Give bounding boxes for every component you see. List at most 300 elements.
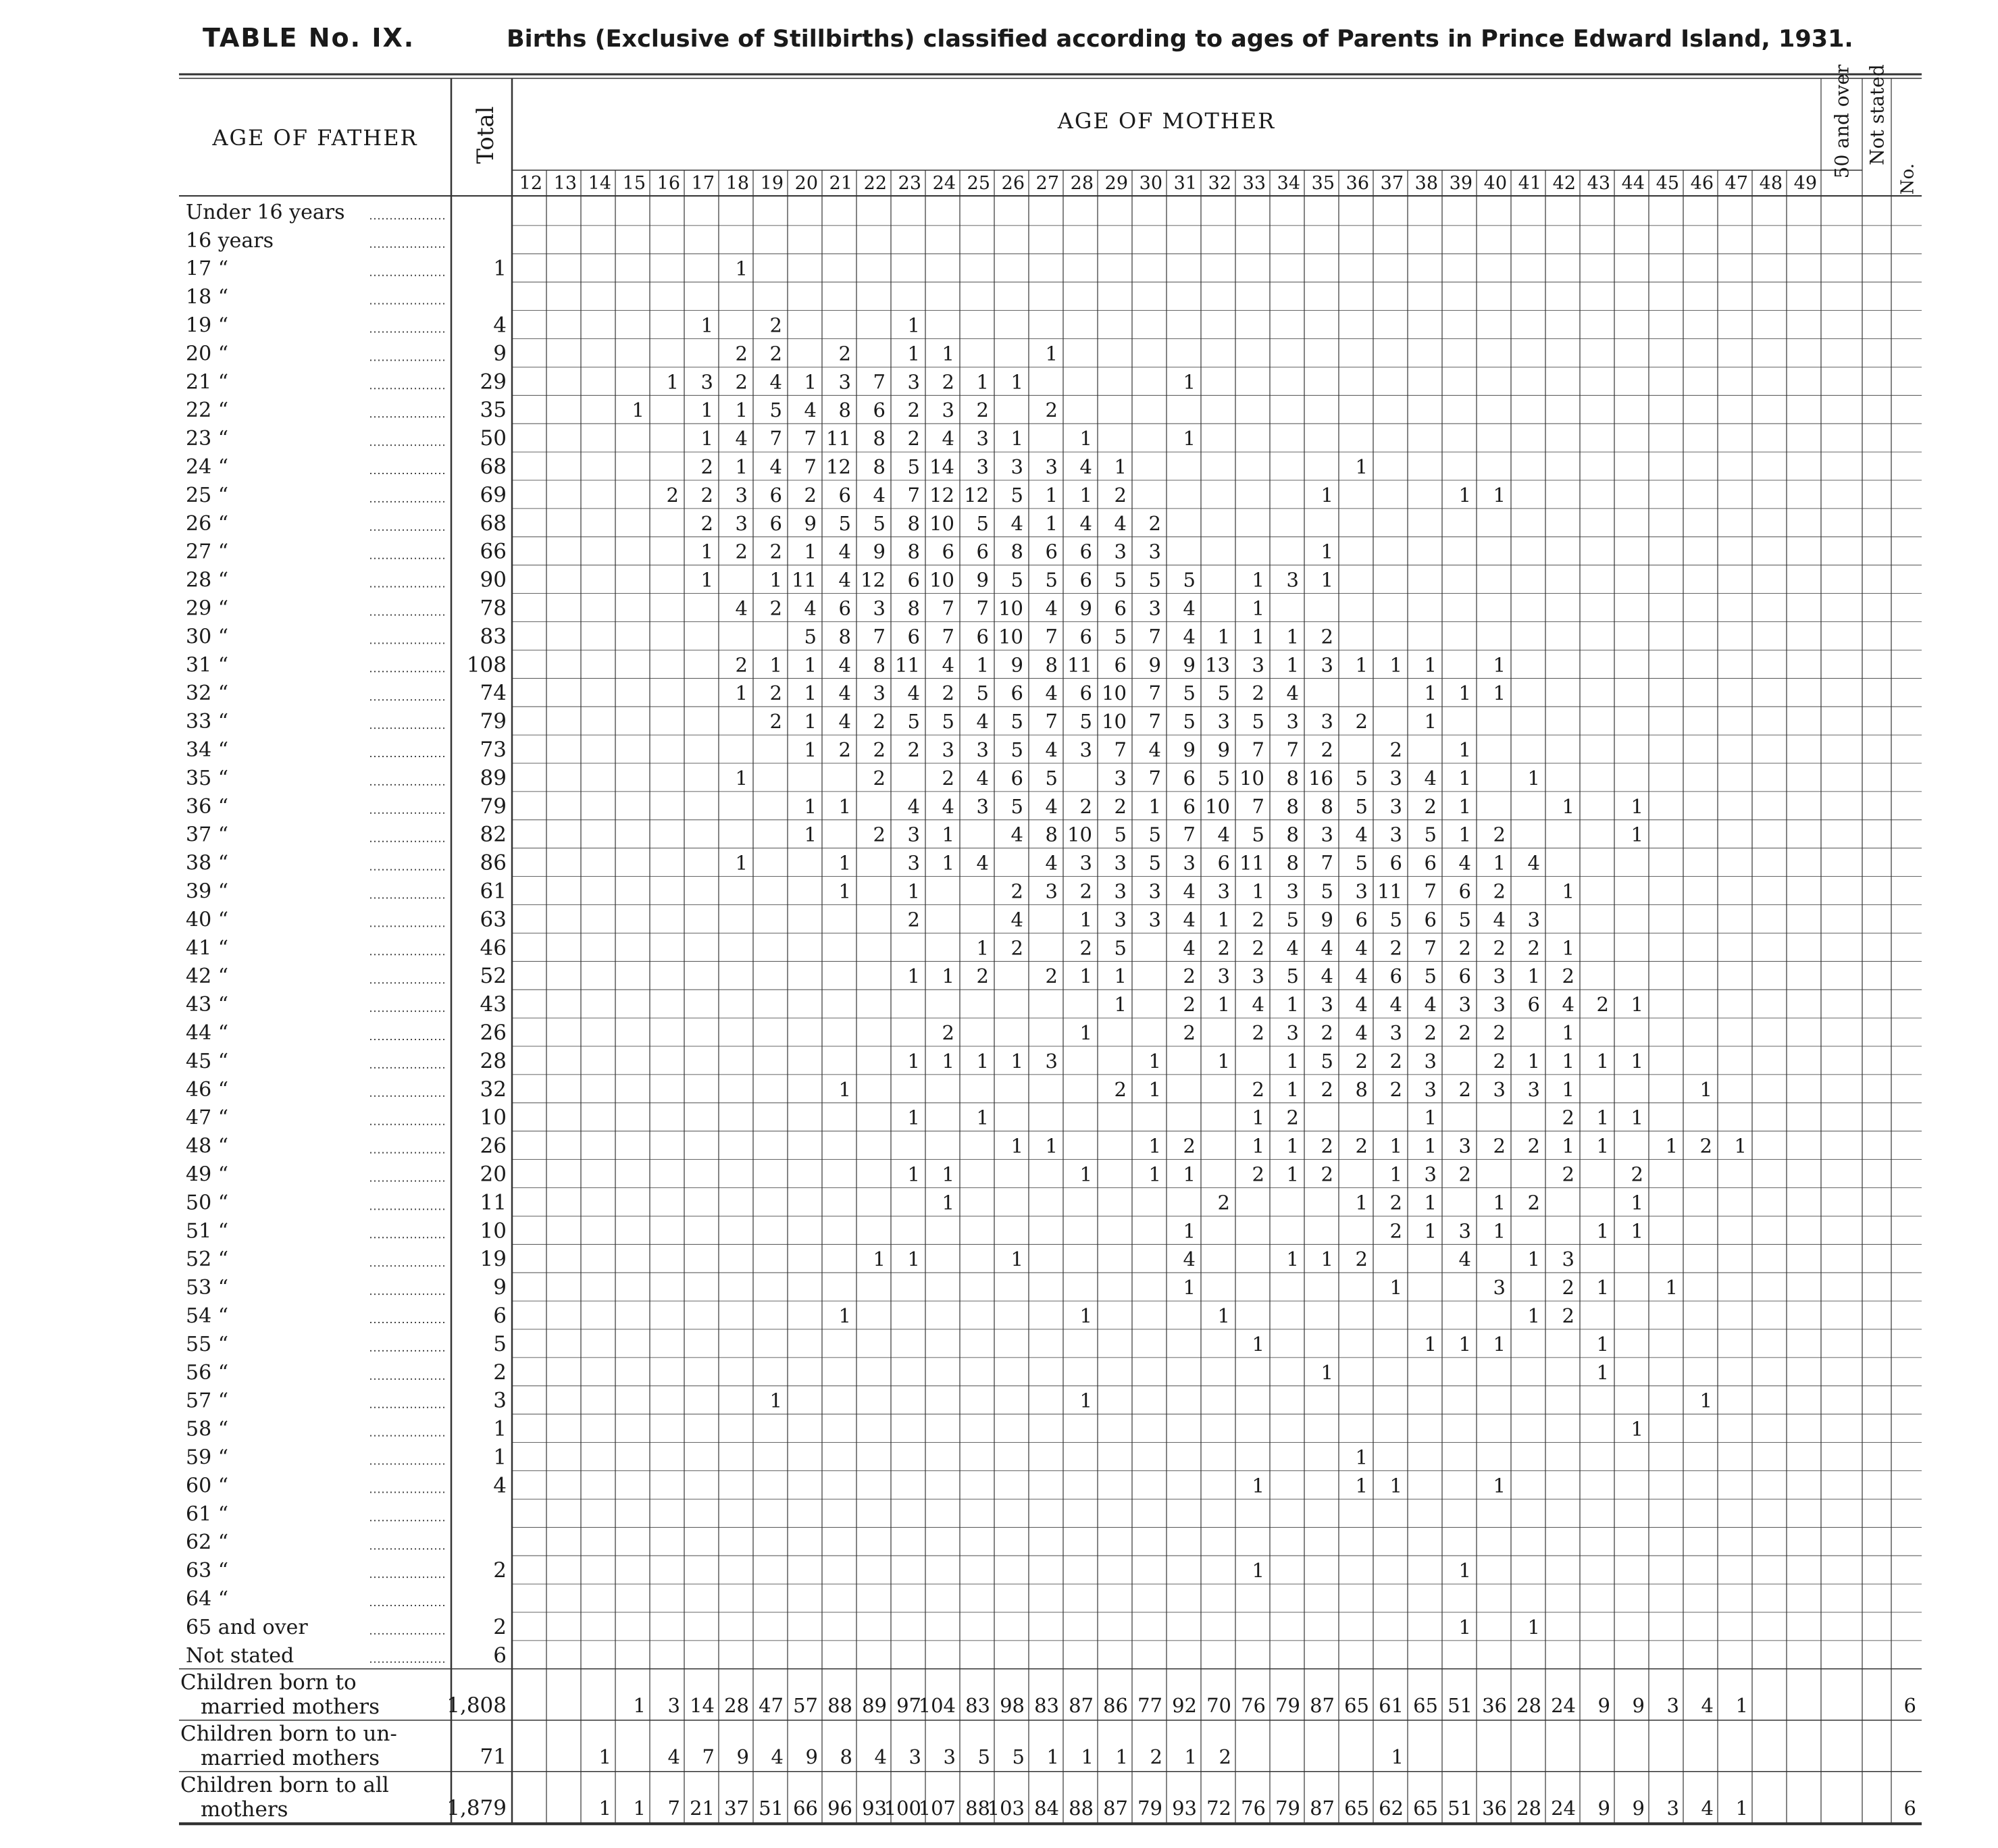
cell-value: 4 (1183, 879, 1196, 903)
summary-cell-value: 87 (1069, 1693, 1094, 1717)
cell-value: 5 (1114, 936, 1127, 960)
summary-cell-value: 76 (1241, 1693, 1266, 1717)
cell-value: 2 (1631, 1162, 1643, 1186)
summary-cell-value: 1 (1391, 1745, 1404, 1768)
cell-value: 4 (1183, 908, 1196, 931)
father-age-label: 20 “ (186, 342, 229, 366)
cell-value: 9 (1217, 738, 1230, 761)
row-total: 86 (480, 850, 507, 875)
row-total: 68 (480, 455, 507, 479)
mother-age-40: 40 (1483, 173, 1507, 194)
cell-value: 2 (769, 342, 782, 365)
father-age-label: 28 “ (186, 568, 229, 592)
cell-value: 1 (1079, 1304, 1092, 1327)
father-age-label: 19 “ (186, 313, 229, 338)
cell-value: 1 (1562, 936, 1574, 960)
summary-cell-value: 1 (1735, 1693, 1748, 1717)
cell-value: 3 (1458, 1134, 1471, 1158)
summary-cell-value: 3 (1666, 1693, 1679, 1717)
cell-value: 3 (1321, 710, 1333, 734)
cell-value: 3 (1527, 908, 1540, 931)
cell-value: 14 (929, 455, 954, 478)
cell-value: 2 (1114, 794, 1127, 818)
summary-cell-value: 2 (1219, 1745, 1231, 1768)
cell-value: 4 (1252, 993, 1264, 1017)
cell-value: 1 (1389, 1134, 1402, 1158)
cell-value: 3 (1045, 879, 1058, 903)
father-age-label: 24 “ (186, 455, 229, 479)
cell-value: 2 (1562, 1162, 1574, 1186)
summary-label: married mothers (201, 1745, 380, 1770)
cell-value: 2 (1389, 1077, 1402, 1101)
cell-value: 2 (907, 399, 920, 422)
cell-value: 1 (1045, 342, 1058, 365)
cell-value: 3 (1458, 993, 1471, 1017)
summary-cell-value: 79 (1275, 1693, 1300, 1717)
cell-value: 1 (942, 1162, 954, 1186)
cell-value: 1 (907, 1106, 920, 1129)
cell-value: 3 (1079, 738, 1092, 761)
cell-value: 3 (1114, 908, 1127, 931)
summary-cell-value: 98 (1000, 1693, 1025, 1717)
cell-value: 4 (1286, 682, 1299, 705)
cell-value: 11 (1067, 653, 1092, 677)
mother-age-30: 30 (1139, 173, 1162, 194)
cell-value: 2 (1321, 625, 1333, 648)
cell-value: 5 (976, 511, 989, 535)
summary-cell-value: 103 (987, 1796, 1025, 1820)
cell-value: 4 (1493, 908, 1506, 931)
cell-value: 1 (1148, 1134, 1161, 1158)
cell-value: 4 (1010, 908, 1023, 931)
cell-value: 4 (1424, 993, 1437, 1017)
cell-value: 8 (907, 596, 920, 620)
cell-value: 2 (1699, 1134, 1712, 1158)
mother-age-19: 19 (760, 173, 784, 194)
cell-value: 1 (838, 879, 851, 903)
cell-value: 1 (1148, 1077, 1161, 1101)
cell-value: 2 (942, 682, 954, 705)
mother-age-25: 25 (967, 173, 990, 194)
cell-value: 5 (1114, 568, 1127, 592)
cell-value: 6 (976, 625, 989, 648)
cell-value: 1 (1252, 625, 1264, 648)
cell-value: 5 (1355, 851, 1368, 875)
cell-value: 4 (1183, 936, 1196, 960)
cell-value: 1 (1562, 879, 1574, 903)
cell-value: 9 (976, 568, 989, 592)
row-total: 6 (493, 1304, 507, 1328)
cell-value: 8 (907, 511, 920, 535)
cell-value: 2 (1252, 936, 1264, 960)
row-total: 108 (466, 652, 507, 677)
cell-value: 12 (929, 483, 954, 507)
summary-cell-value: 72 (1206, 1796, 1231, 1820)
cell-value: 1 (1458, 682, 1471, 705)
cell-value: 1 (1527, 965, 1540, 988)
cell-value: 1 (838, 794, 851, 818)
cell-value: 5 (1010, 710, 1023, 734)
mother-age-34: 34 (1277, 173, 1300, 194)
cell-value: 2 (907, 738, 920, 761)
summary-cell-value: 88 (965, 1796, 990, 1820)
cell-value: 4 (1286, 936, 1299, 960)
row-total: 74 (480, 681, 507, 706)
row-total: 9 (493, 341, 507, 366)
cell-value: 10 (929, 511, 954, 535)
father-age-label: Not stated (186, 1643, 294, 1668)
cell-value: 5 (1148, 823, 1161, 846)
cell-value: 1 (1389, 1162, 1402, 1186)
cell-value: 12 (826, 455, 851, 478)
cell-value: 1 (1079, 483, 1092, 507)
summary-cell-value: 47 (759, 1693, 784, 1717)
cell-value: 7 (942, 625, 954, 648)
cell-value: 8 (907, 540, 920, 563)
mother-age-24: 24 (932, 173, 956, 194)
cell-value: 1 (1458, 823, 1471, 846)
cell-value: 2 (1183, 1134, 1196, 1158)
father-age-label: 38 “ (186, 851, 229, 875)
cell-value: 4 (1010, 823, 1023, 846)
cell-value: 6 (1114, 596, 1127, 620)
cell-value: 2 (838, 342, 851, 365)
cell-value: 1 (1458, 1559, 1471, 1583)
cell-value: 3 (1148, 879, 1161, 903)
cell-value: 1 (1355, 653, 1368, 677)
father-age-label: 53 “ (186, 1276, 229, 1300)
cell-value: 1 (1252, 1106, 1264, 1129)
cell-value: 5 (838, 511, 851, 535)
father-age-label: Under 16 years (186, 200, 345, 224)
summary-cell-value: 1 (1115, 1745, 1128, 1768)
cell-value: 3 (1114, 766, 1127, 790)
cell-value: 1 (976, 1049, 989, 1073)
cell-value: 9 (1183, 653, 1196, 677)
cell-value: 1 (1321, 1360, 1333, 1384)
father-age-label: 26 “ (186, 511, 229, 536)
mother-age-22: 22 (863, 173, 887, 194)
cell-value: 1 (804, 370, 817, 394)
cell-value: 3 (1010, 455, 1023, 478)
cell-value: 4 (838, 682, 851, 705)
summary-cell-value: 88 (827, 1693, 852, 1717)
cell-value: 7 (976, 596, 989, 620)
cell-value: 2 (1562, 965, 1574, 988)
cell-value: 7 (1148, 710, 1161, 734)
summary-label: Children born to all (180, 1772, 389, 1797)
cell-value: 7 (1252, 738, 1264, 761)
cell-value: 2 (1321, 1077, 1333, 1101)
father-age-label: 34 “ (186, 738, 229, 762)
cell-value: 8 (838, 625, 851, 648)
cell-value: 2 (907, 427, 920, 451)
cell-value: 7 (769, 427, 782, 451)
cell-value: 3 (1424, 1049, 1437, 1073)
cell-value: 5 (1183, 568, 1196, 592)
cell-value: 8 (1286, 766, 1299, 790)
summary-cell-value: 51 (1448, 1693, 1472, 1717)
cell-value: 3 (735, 511, 748, 535)
summary-cell-value: 2 (1150, 1745, 1162, 1768)
cell-value: 1 (1217, 1304, 1230, 1327)
cell-value: 4 (1045, 794, 1058, 818)
mother-age-29: 29 (1104, 173, 1128, 194)
cell-value: 1 (1286, 1049, 1299, 1073)
summary-cell-value: 7 (702, 1745, 715, 1768)
cell-value: 5 (1183, 710, 1196, 734)
cell-value: 4 (942, 427, 954, 451)
cell-value: 5 (1045, 766, 1058, 790)
row-total: 19 (480, 1247, 507, 1272)
row-total: 78 (480, 596, 507, 621)
cell-value: 1 (1045, 1134, 1058, 1158)
cell-value: 1 (873, 1248, 886, 1271)
mother-age-45: 45 (1656, 173, 1679, 194)
cell-value: 1 (1321, 568, 1333, 592)
cell-value: 4 (838, 710, 851, 734)
cell-value: 2 (1458, 1162, 1471, 1186)
cell-value: 3 (1321, 823, 1333, 846)
cell-value: 1 (1217, 625, 1230, 648)
summary-cell-value: 3 (908, 1745, 921, 1768)
cell-value: 1 (1217, 1049, 1230, 1073)
cell-value: 3 (1458, 1219, 1471, 1243)
cell-value: 3 (1493, 993, 1506, 1017)
cell-value: 1 (1596, 1106, 1609, 1129)
cell-value: 5 (1010, 568, 1023, 592)
cell-value: 5 (907, 710, 920, 734)
cell-value: 5 (1286, 965, 1299, 988)
cell-value: 8 (1286, 823, 1299, 846)
cell-value: 1 (907, 879, 920, 903)
cell-value: 1 (1079, 1389, 1092, 1412)
cell-value: 3 (873, 596, 886, 620)
cell-value: 5 (942, 710, 954, 734)
cell-value: 2 (1217, 936, 1230, 960)
row-total: 2 (493, 1360, 507, 1385)
cell-value: 11 (1239, 851, 1264, 875)
father-age-label: 45 “ (186, 1049, 229, 1073)
cell-value: 7 (1148, 682, 1161, 705)
cell-value: 2 (1252, 1162, 1264, 1186)
father-age-label: 22 “ (186, 399, 229, 423)
cell-value: 1 (1596, 1360, 1609, 1384)
cell-value: 1 (1286, 1134, 1299, 1158)
age-of-mother-header: AGE OF MOTHER (1057, 108, 1276, 134)
cell-value: 3 (1148, 908, 1161, 931)
cell-value: 4 (1114, 511, 1127, 535)
summary-cell-value: 89 (862, 1693, 887, 1717)
cell-value: 12 (861, 568, 886, 592)
cell-value: 6 (1458, 879, 1471, 903)
cell-value: 1 (1424, 682, 1437, 705)
father-age-label: 63 “ (186, 1559, 229, 1583)
father-age-label: 47 “ (186, 1106, 229, 1130)
summary-cell-value: 1 (598, 1796, 611, 1820)
cell-value: 5 (1217, 682, 1230, 705)
cell-value: 1 (942, 1049, 954, 1073)
cell-value: 8 (873, 653, 886, 677)
cell-value: 3 (1424, 1077, 1437, 1101)
cell-value: 4 (1389, 993, 1402, 1017)
cell-value: 5 (1114, 823, 1127, 846)
row-total: 2 (493, 1614, 507, 1639)
cell-value: 2 (1079, 936, 1092, 960)
summary-cell-value: 7 (667, 1796, 680, 1820)
cell-value: 6 (1458, 965, 1471, 988)
cell-value: 1 (1424, 653, 1437, 677)
row-total: 68 (480, 511, 507, 536)
summary-cell-value: 4 (667, 1745, 680, 1768)
cell-value: 1 (1631, 794, 1643, 818)
no-header: No. (1897, 163, 1918, 195)
father-age-label: 64 “ (186, 1587, 229, 1611)
cell-value: 2 (700, 483, 713, 507)
cell-value: 5 (1148, 568, 1161, 592)
cell-value: 1 (632, 399, 644, 422)
cell-value: 2 (1596, 993, 1609, 1017)
cell-value: 4 (976, 710, 989, 734)
mother-age-33: 33 (1242, 173, 1266, 194)
cell-value: 6 (1183, 766, 1196, 790)
cell-value: 2 (873, 766, 886, 790)
father-age-label: 44 “ (186, 1021, 229, 1045)
summary-cell-value: 65 (1413, 1693, 1438, 1717)
cell-value: 6 (907, 625, 920, 648)
cell-value: 2 (873, 823, 886, 846)
cell-value: 2 (1114, 483, 1127, 507)
cell-value: 8 (1355, 1077, 1368, 1101)
mother-age-32: 32 (1208, 173, 1231, 194)
cell-value: 1 (1631, 1191, 1643, 1214)
cell-value: 5 (1217, 766, 1230, 790)
cell-value: 11 (792, 568, 817, 592)
cell-value: 1 (1389, 653, 1402, 677)
cell-value: 2 (1148, 511, 1161, 535)
cell-value: 1 (1286, 993, 1299, 1017)
cell-value: 1 (804, 682, 817, 705)
cell-value: 8 (1286, 851, 1299, 875)
cell-value: 6 (769, 483, 782, 507)
cell-value: 2 (1321, 1134, 1333, 1158)
row-total: 26 (480, 1021, 507, 1045)
cell-value: 1 (735, 766, 748, 790)
summary-cell-value: 65 (1344, 1693, 1369, 1717)
cell-value: 3 (873, 682, 886, 705)
cell-value: 7 (873, 370, 886, 394)
cell-value: 1 (1562, 794, 1574, 818)
cell-value: 2 (735, 370, 748, 394)
row-total: 66 (480, 539, 507, 564)
cell-value: 2 (1010, 936, 1023, 960)
cell-value: 5 (1252, 823, 1264, 846)
cell-value: 6 (907, 568, 920, 592)
father-age-label: 23 “ (186, 427, 229, 451)
cell-value: 1 (804, 653, 817, 677)
father-age-label: 49 “ (186, 1162, 229, 1187)
cell-value: 13 (1205, 653, 1230, 677)
cell-value: 2 (1045, 965, 1058, 988)
row-total: 79 (480, 794, 507, 819)
cell-value: 1 (1321, 540, 1333, 563)
father-age-label: 46 “ (186, 1077, 229, 1102)
summary-cell-value: 79 (1275, 1796, 1300, 1820)
mother-age-41: 41 (1518, 173, 1541, 194)
cell-value: 1 (769, 1389, 782, 1412)
cell-value: 4 (1355, 1021, 1368, 1044)
cell-value: 1 (1079, 908, 1092, 931)
cell-value: 1 (804, 540, 817, 563)
row-total: 6 (493, 1643, 507, 1668)
cell-value: 3 (942, 738, 954, 761)
cell-value: 1 (1562, 1077, 1574, 1101)
cell-value: 5 (1321, 879, 1333, 903)
mother-age-16: 16 (657, 173, 680, 194)
cell-value: 1 (1458, 1332, 1471, 1356)
cell-value: 9 (1321, 908, 1333, 931)
cell-value: 1 (1079, 1162, 1092, 1186)
cell-value: 5 (907, 455, 920, 478)
cell-value: 3 (907, 370, 920, 394)
cell-value: 4 (1355, 936, 1368, 960)
cell-value: 1 (1665, 1134, 1678, 1158)
cell-value: 1 (838, 1077, 851, 1101)
cell-value: 1 (1493, 1191, 1506, 1214)
cell-value: 1 (1424, 1106, 1437, 1129)
summary-cell-value: 28 (1516, 1693, 1541, 1717)
cell-value: 4 (804, 596, 817, 620)
cell-value: 2 (1252, 1021, 1264, 1044)
cell-value: 7 (804, 455, 817, 478)
father-age-label: 50 “ (186, 1191, 229, 1215)
cell-value: 2 (907, 908, 920, 931)
cell-value: 1 (1631, 1049, 1643, 1073)
cell-value: 5 (1252, 710, 1264, 734)
row-total: 1 (493, 1416, 507, 1441)
cell-value: 3 (1493, 1077, 1506, 1101)
mother-age-13: 13 (553, 173, 577, 194)
cell-value: 1 (1148, 794, 1161, 818)
cell-value: 1 (1527, 1248, 1540, 1271)
cell-value: 1 (942, 342, 954, 365)
cell-value: 1 (1424, 1191, 1437, 1214)
cell-value: 4 (1183, 596, 1196, 620)
cell-value: 2 (700, 455, 713, 478)
father-age-label: 40 “ (186, 908, 229, 932)
cell-value: 2 (804, 483, 817, 507)
cell-value: 11 (895, 653, 920, 677)
cell-value: 8 (1045, 823, 1058, 846)
summary-cell-value: 88 (1069, 1796, 1094, 1820)
row-total: 10 (480, 1105, 507, 1130)
cell-value: 1 (1355, 1445, 1368, 1469)
row-total: 61 (480, 879, 507, 904)
father-age-label: 31 “ (186, 653, 229, 677)
cell-value: 3 (1148, 540, 1161, 563)
cell-value: 3 (1424, 1162, 1437, 1186)
summary-cell-value: 1 (598, 1745, 611, 1768)
mother-age-47: 47 (1724, 173, 1748, 194)
cell-value: 2 (1562, 1304, 1574, 1327)
summary-label: married mothers (201, 1694, 380, 1719)
summary-cell-value: 86 (1103, 1693, 1128, 1717)
cell-value: 1 (976, 370, 989, 394)
father-age-label: 60 “ (186, 1474, 229, 1498)
summary-cell-value: 3 (667, 1693, 680, 1717)
cell-value: 1 (1321, 1248, 1333, 1271)
cell-value: 3 (1321, 653, 1333, 677)
